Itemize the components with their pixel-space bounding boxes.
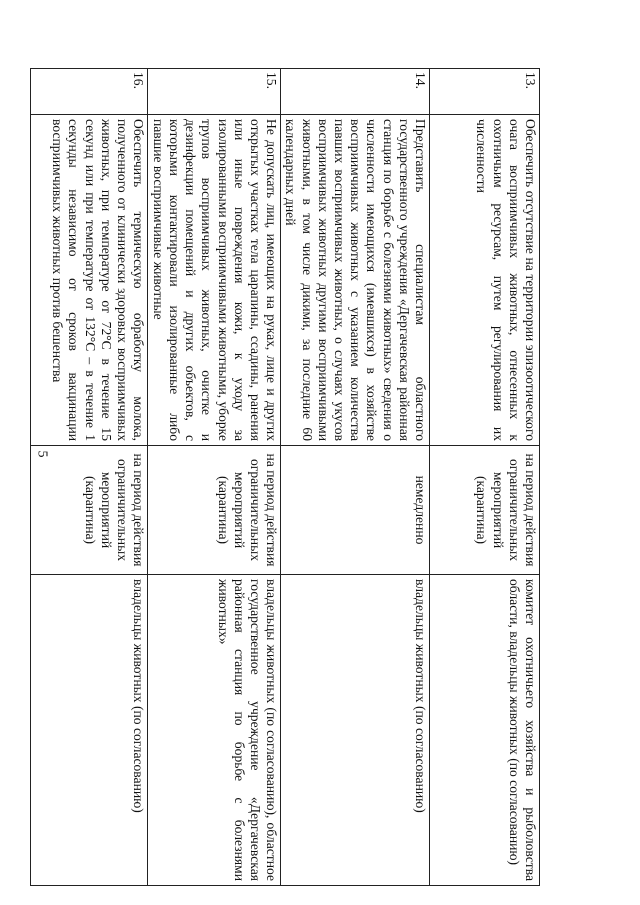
page-number: 5	[34, 450, 50, 458]
measure-text: Обеспечить отсутствие на территории эпизоотического очага восприимчивых животных, отнесенных к охотничьим ресурсам, путем регулирования их численности	[430, 115, 540, 446]
term-text: на период действия ограничительных мероприятий (карантина)	[148, 446, 281, 575]
row-number: 14.	[281, 69, 430, 115]
term-text: на период действия ограничительных мероприятий (карантина)	[430, 446, 540, 575]
document-sheet	[46, 68, 540, 886]
measure-text: Представить специалистам областного государственного учреждения «Дергачевская районная станция по борьбе с болезнями животных» сведения о численности имеющихся (имевшихся) в хозяйстве восприимчивых животных с указанием количества павших восприимчивых животных, о случаях укусов восприимчивых животных другими восприимчивыми животными, в том числе дикими, за последние 60 календарных дней	[281, 115, 430, 446]
rotated-table-wrapper	[46, 68, 540, 886]
row-number: 16.	[31, 69, 148, 115]
measure-text: Обеспечить термическую обработку молока, полученного от клинически здоровых восприимчивых животных, при температуре от 72°C в течение 15 секунд или при температуре от 132°C – в течение 1 секунды независимо от сроков вакцинации восприимчивых животных против бешенства	[31, 115, 148, 446]
responsible-text: владельцы животных (по согласованию)	[281, 575, 430, 886]
responsible-text: владельцы животных (по согласованию)	[31, 575, 148, 886]
term-text: на период действия ограничительных мероприятий (карантина)	[31, 446, 148, 575]
measure-text: Не допускать лиц, имеющих на руках, лице и других открытых участках тела царапины, ссадины, ранения или иные повреждения кожи, к уходу за изолированными восприимчивыми животными, уборке трупов восприимчивых животных, очистке и дезинфекции помещений и других объектов, с которыми контактировали изолированные либо павшие восприимчивые животные	[148, 115, 281, 446]
responsible-text: комитет охотничьего хозяйства и рыболовства области, владельцы животных (по согласованию)	[430, 575, 540, 886]
responsible-text: владельцы животных (по согласованию), областное государственное учреждение «Дергачевская районная станция по борьбе с болезнями животных»	[148, 575, 281, 886]
table-row	[31, 69, 148, 886]
table-row	[281, 69, 430, 886]
row-number: 13.	[430, 69, 540, 115]
table-row	[148, 69, 281, 886]
table-row	[430, 69, 540, 886]
measures-table	[30, 68, 540, 886]
term-text: немедленно	[281, 446, 430, 575]
row-number: 15.	[148, 69, 281, 115]
